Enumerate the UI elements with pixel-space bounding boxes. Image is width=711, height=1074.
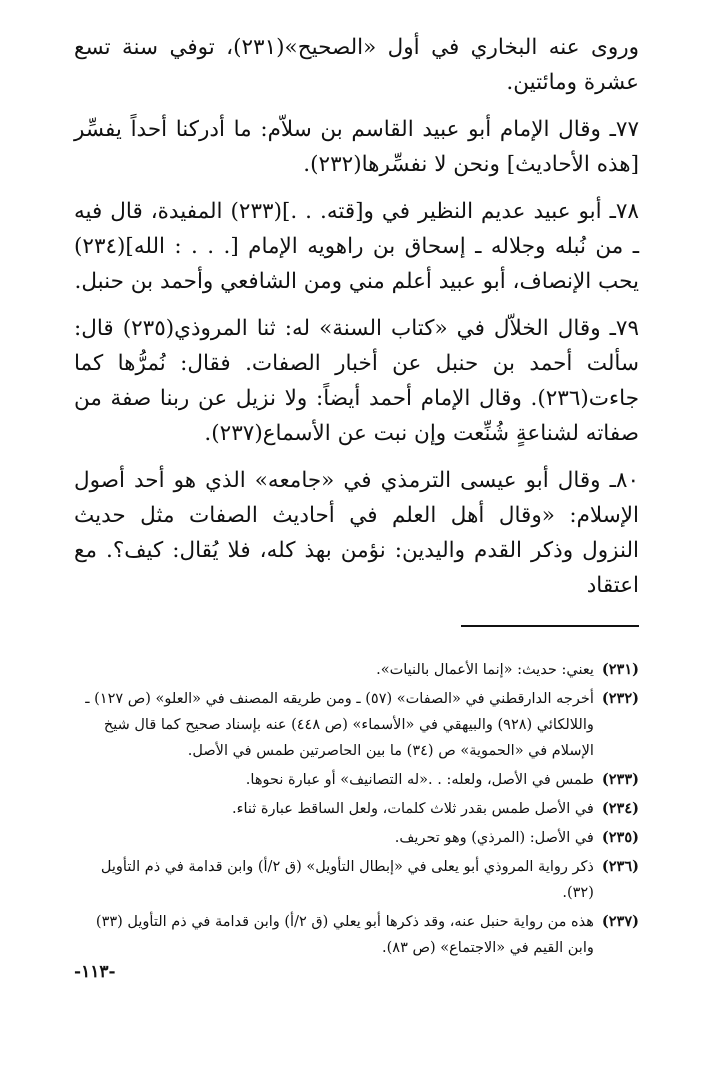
- footnote-number: (٢٣٢): [601, 690, 639, 707]
- footnote: [74, 686, 639, 764]
- footnote-number: (٢٣٦): [601, 858, 639, 875]
- footnote-separator: [461, 625, 639, 627]
- page-number: -١١٣-: [74, 962, 116, 982]
- footnote: [74, 767, 639, 793]
- footnote-number: (٢٣٣): [601, 771, 639, 788]
- paragraph-80: ٨٠ـ وقال أبو عيسى الترمذي في «جامعه» الذي هو أحد أصول الإسلام: «وقال أهل العلم في أحاديث الصفات مثل حديث النزول وذكر القدم واليدين: نؤمن بهذ كله، فلا يُقال: كيف؟. مع اعتقاد: [74, 468, 639, 598]
- footnote-number: (٢٣٧): [601, 913, 639, 930]
- footnote: [74, 825, 639, 851]
- footnote-text: في الأصل طمس بقدر ثلاث كلمات، ولعل الساقط عبارة ثناء.: [232, 801, 594, 817]
- paragraph-intro: وروى عنه البخاري في أول «الصحيح»(٢٣١)، توفي سنة تسع عشرة ومائتين.: [74, 35, 639, 95]
- footnotes: [74, 657, 639, 961]
- footnote: [74, 909, 639, 961]
- footnote-text: يعني: حديث: «إنما الأعمال بالنيات».: [376, 662, 594, 678]
- footnote-number: (٢٣٤): [601, 800, 639, 817]
- paragraph-77: ٧٧ـ وقال الإمام أبو عبيد القاسم بن سلاّم: ما أدركنا أحداً يفسِّر [هذه الأحاديث] ونحن لا نفسِّرها(٢٣٢).: [74, 117, 639, 177]
- footnote-number: (٢٣١): [601, 661, 639, 678]
- footnote-text: طمس في الأصل، ولعله: . .«له التصانيف» أو عبارة نحوها.: [245, 772, 594, 788]
- footnote-text: هذه من رواية حنبل عنه، وقد ذكرها أبو يعلي (ق ٢/أ) وابن قدامة في ذم التأويل (٣٣) وابن القيم في «الاجتماع» (ص ٨٣).: [95, 914, 594, 956]
- footnote-text: في الأصل: (المرذي) وهو تحريف.: [394, 830, 594, 846]
- footnote: [74, 657, 639, 683]
- main-text: [74, 30, 639, 603]
- paragraph-79: ٧٩ـ وقال الخلاّل في «كتاب السنة» له: ثنا المروذي(٢٣٥) قال: سألت أحمد بن حنبل عن أخبار الصفات. فقال: نُمرُّها كما جاءت(٢٣٦). وقال الإمام أحمد أيضاً: ولا نزيل عن ربنا صفة من صفاته لشناعةٍ شُنِّعت وإن نبت عن الأسماع(٢٣٧).: [74, 316, 639, 446]
- footnote-text: ذكر رواية المروذي أبو يعلى في «إبطال التأويل» (ق ٢/أ) وابن قدامة في ذم التأويل (٣٢).: [100, 859, 594, 901]
- paragraph-78: ٧٨ـ أبو عبيد عديم النظير في و[قته. . .](٢٣٣) المفيدة، قال فيه ـ من نُبله وجلاله ـ إسحاق بن راهويه الإمام [. . . : الله](٢٣٤) يحب الإنصاف، أبو عبيد أعلم مني ومن الشافعي وأحمد بن حنبل.: [74, 199, 639, 294]
- footnote-text: أخرجه الدارقطني في «الصفات» (٥٧) ـ ومن طريقه المصنف في «العلو» (ص ١٢٧) ـ واللالكائي (٩٢٨) والبيهقي في «الأسماء» (ص ٤٤٨) عنه بإسناد صحيح كما قال شيخ الإسلام في «الحموية» ص (٣٤) ما بين الحاصرتين طمس في الأصل.: [85, 691, 594, 759]
- footnote: [74, 796, 639, 822]
- footnote: [74, 854, 639, 906]
- footnote-number: (٢٣٥): [601, 829, 639, 846]
